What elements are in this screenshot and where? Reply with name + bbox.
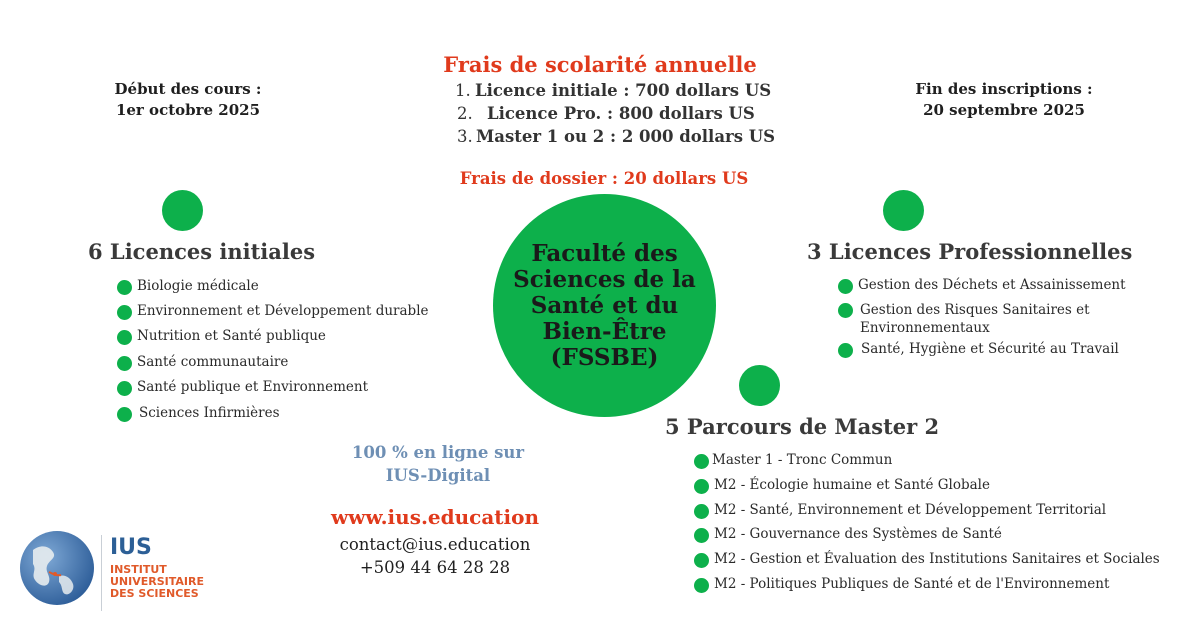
website-link[interactable]: www.ius.education [330,505,540,529]
licences-pro-list [838,277,1126,365]
list-item-label: Nutrition et Santé publique [137,328,326,344]
list-item-label: Santé publique et Environnement [137,379,368,395]
list-item-label: Gestion des Risques Sanitaires et [860,302,1090,318]
decorative-dot-left [162,190,203,231]
fee-number: 3. [457,127,473,146]
bullet-icon [694,454,709,469]
fees-list [455,79,775,148]
list-item-label: Sciences Infirmières [139,405,280,421]
online-line: 100 % en ligne sur [351,443,525,462]
list-item [694,526,1160,551]
course-start-date: 1er octobre 2025 [115,101,261,119]
fee-text: Master 1 ou 2 : 2 000 dollars US [476,127,776,146]
list-item [117,303,429,328]
faculty-name-line: (FSSBE) [550,343,659,371]
master-list [694,452,1160,601]
list-item-label: Master 1 - Tronc Commun [712,452,893,468]
faculty-circle [493,194,716,417]
list-item-label: M2 - Santé, Environnement et Développement Territorial [714,502,1107,518]
list-item [694,452,1160,477]
contact-info [290,533,580,579]
logo-line-1: INSTITUT [110,563,167,576]
bullet-icon [117,381,132,396]
bullet-icon [117,407,132,422]
list-item [117,328,429,354]
faculty-name-line: Santé et du [530,291,679,319]
bullet-icon [838,343,853,358]
fees-title: Frais de scolarité annuelle [443,52,757,77]
decorative-dot-right [883,190,924,231]
registration-end-date: 20 septembre 2025 [923,101,1085,119]
logo-divider [101,535,102,611]
contact-email[interactable]: contact@ius.education [339,535,531,554]
fee-text: Licence Pro. : 800 dollars US [487,104,755,123]
list-item [694,576,1160,601]
list-item [838,277,1126,301]
bullet-icon [694,578,709,593]
fee-number: 2. [457,104,473,123]
list-item [117,354,429,379]
faculty-name-line: Bien-Être [542,317,667,345]
list-item [694,502,1160,526]
master-title: 5 Parcours de Master 2 [665,414,940,439]
fee-item [455,102,775,125]
bullet-icon [694,528,709,543]
dossier-fee: Frais de dossier : 20 dollars US [459,169,749,188]
list-item-label: M2 - Écologie humaine et Santé Globale [714,477,990,493]
globe-icon [19,530,95,606]
decorative-dot-master [739,365,780,406]
fee-text: Licence initiale : 700 dollars US [475,81,772,100]
bullet-icon [694,553,709,568]
online-info [318,441,558,487]
list-item [117,379,429,405]
licences-initiales-list [117,278,429,430]
list-item-label: Environnement et Développement durable [137,303,429,319]
bullet-icon [694,504,709,519]
list-item-label: Gestion des Déchets et Assainissement [858,277,1126,293]
course-start-label: Début des cours : [114,80,262,98]
bullet-icon [117,305,132,320]
bullet-icon [838,279,853,294]
bullet-icon [838,303,853,318]
registration-end-label: Fin des inscriptions : [915,80,1093,98]
logo-brand: IUS [110,535,152,560]
list-item-label: Biologie médicale [137,278,259,294]
faculty-name-line: Sciences de la [513,265,696,293]
list-item [694,551,1160,576]
list-item-label-cont: Environnementaux [860,320,990,336]
fee-item [455,79,775,102]
faculty-name-line: Faculté des [531,239,678,267]
registration-end [900,79,1108,121]
contact-phone: +509 44 64 28 28 [359,558,511,577]
bullet-icon [694,479,709,494]
list-item [838,341,1126,365]
list-item [117,405,429,430]
list-item-label: M2 - Politiques Publiques de Santé et de l'Environnement [714,576,1110,592]
logo-line-3: DES SCIENCES [110,587,199,600]
bullet-icon [117,330,132,345]
online-platform: IUS-Digital [385,466,491,485]
faculty-name [505,241,705,371]
list-item-label: M2 - Gestion et Évaluation des Institutions Sanitaires et Sociales [714,551,1160,567]
list-item [117,278,429,303]
licences-pro-title: 3 Licences Professionnelles [807,239,1133,264]
list-item-label: Santé, Hygiène et Sécurité au Travail [861,341,1119,357]
fee-item [455,125,775,148]
licences-initiales-title: 6 Licences initiales [88,239,316,264]
list-item [694,477,1160,502]
logo-line-2: UNIVERSITAIRE [110,575,204,588]
fee-number: 1. [455,81,471,100]
list-item-label: M2 - Gouvernance des Systèmes de Santé [714,526,1002,542]
course-start [98,79,278,121]
list-item-label: Santé communautaire [137,354,289,370]
list-item [838,301,1126,339]
bullet-icon [117,356,132,371]
bullet-icon [117,280,132,295]
